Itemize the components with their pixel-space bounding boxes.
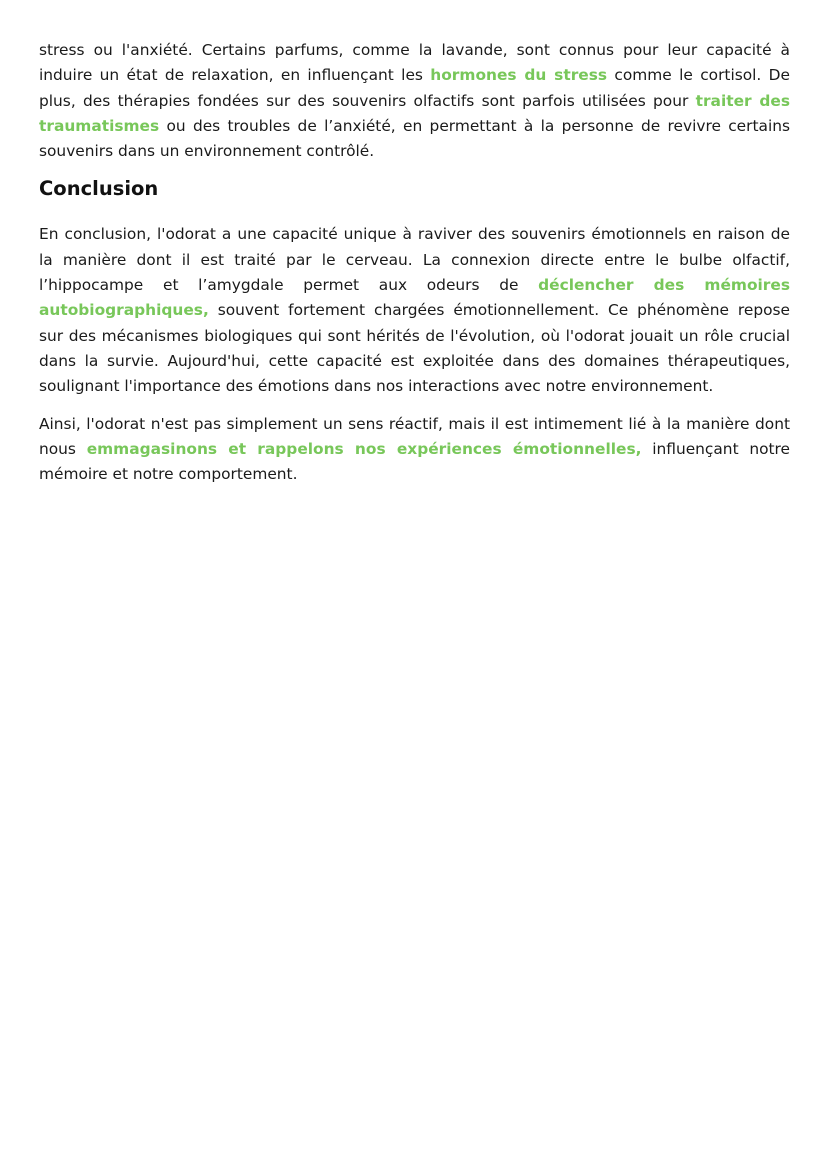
document-page <box>39 38 790 499</box>
paragraph-text: Ainsi, l'odorat n'est pas simplement un sens réactif, mais il est intimement lié à la manière dont nous <box>39 414 790 458</box>
paragraph-text: ou des troubles de l’anxiété, en permettant à la personne de revivre certains souvenirs dans un environnement contrôlé. <box>39 116 790 161</box>
closing-paragraph <box>39 412 790 488</box>
paragraph-text: souvent fortement chargées émotionnellement. Ce phénomène repose sur des mécanismes biologiques qui sont hérités de l'évolution, où l'odorat jouait un rôle crucial dans la survie. Aujourd'hui, cette capacité est exploitée dans des domaines thérapeutiques, soulignant l'importance des émotions dans nos interactions avec notre environnement. <box>39 301 790 396</box>
paragraph-text: En conclusion, l'odorat a une capacité unique à raviver des souvenirs émotionnels en raison de la manière dont il est traité par le cerveau. La connexion directe entre le bulbe olfactif, l’hippocampe et l’amygdale permet aux odeurs de <box>39 225 790 295</box>
paragraph-text: stress ou l'anxiété. Certains parfums, comme la lavande, sont connus pour leur capacité à induire un état de relaxation, en influençant les <box>39 41 790 85</box>
paragraph-text: comme le cortisol. De plus, des thérapies fondées sur des souvenirs olfactifs sont parfois utilisées pour <box>39 66 790 110</box>
conclusion-heading: Conclusion <box>39 177 159 201</box>
highlight-emotional-experiences: emmagasinons et rappelons nos expériences émotionnelles, <box>86 439 642 458</box>
therapy-paragraph <box>39 38 790 164</box>
highlight-treat-trauma: traiter des traumatismes <box>39 91 791 135</box>
highlight-autobiographical-memories: déclencher des mémoires autobiographiques, <box>39 276 790 320</box>
conclusion-paragraph <box>39 222 790 399</box>
paragraph-text: influençant notre mémoire et notre comportement. <box>39 439 791 484</box>
highlight-stress-hormones: hormones du stress <box>430 66 608 85</box>
